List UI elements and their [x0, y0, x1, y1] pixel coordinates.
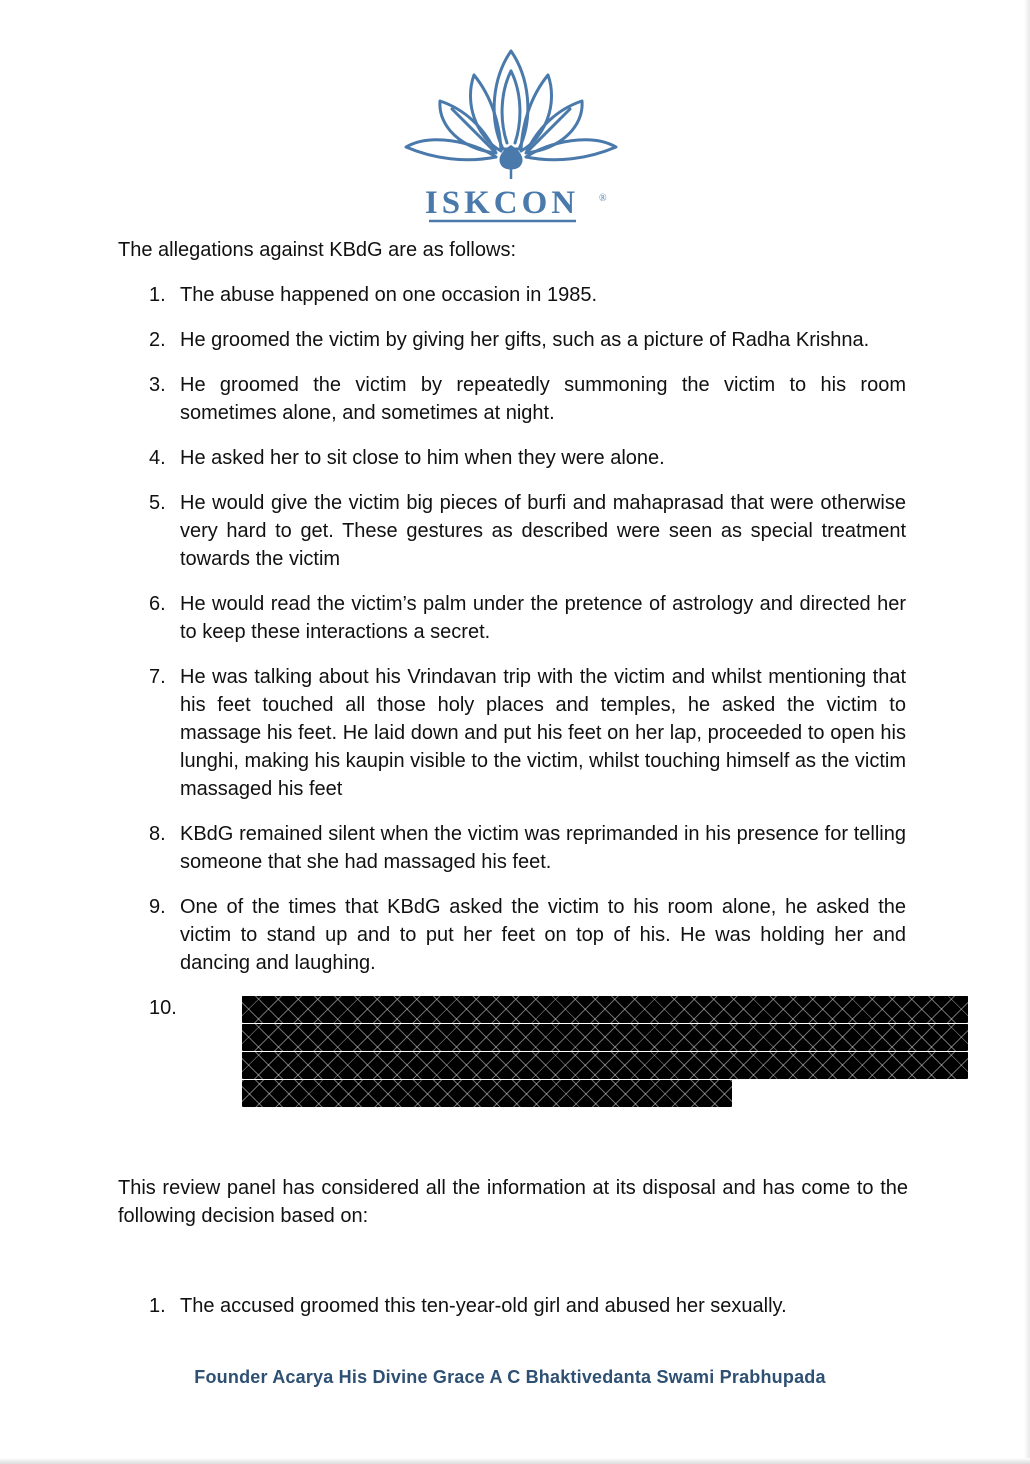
list-item	[118, 444, 906, 472]
item-text: He asked her to sit close to him when they were alone.	[180, 447, 665, 469]
allegations-intro: The allegations against KBdG are as follows:	[118, 239, 516, 261]
item-number: 1.	[149, 284, 166, 306]
redaction-bar	[242, 1024, 968, 1051]
item-number: 7.	[149, 666, 166, 688]
list-item	[118, 590, 906, 646]
list-item	[118, 663, 906, 803]
redaction-bar	[242, 1052, 968, 1079]
list-item	[118, 489, 906, 573]
item-text: The accused groomed this ten-year-old girl and abused her sexually.	[180, 1295, 787, 1317]
redaction-bar	[242, 996, 968, 1023]
item-text: He would read the victim’s palm under the pretence of astrology and directed her to keep these interactions a secret.	[180, 593, 906, 643]
item-text: One of the times that KBdG asked the victim to his room alone, he asked the victim to stand up and to put her feet on top of his. He was holding her and dancing and laughing.	[180, 896, 906, 974]
item-number: 9.	[149, 896, 166, 918]
allegations-list	[118, 281, 906, 1123]
item-number: 4.	[149, 447, 166, 469]
registered-mark: ®	[599, 193, 607, 204]
list-item	[118, 371, 906, 427]
decision-intro: This review panel has considered all the information at its disposal and has come to the following decision based on:	[118, 1177, 908, 1227]
list-item	[118, 893, 906, 977]
list-item	[118, 281, 906, 309]
list-item	[118, 1292, 906, 1320]
item-text: He was talking about his Vrindavan trip with the victim and whilst mentioning that his feet touched all those holy places and temples, he asked the victim to massage his feet. He laid down and put his feet on her lap, proceeded to open his lunghi, making his kaupin visible to the victim, whilst touching himself as the victim massaged his feet	[180, 666, 906, 800]
page-bottom-edge	[0, 1458, 1030, 1464]
page-edge	[1024, 0, 1030, 1464]
item-text: He groomed the victim by giving her gifts, such as a picture of Radha Krishna.	[180, 329, 870, 351]
list-item-redacted	[118, 994, 906, 1106]
item-text: He would give the victim big pieces of burfi and mahaprasad that were otherwise very hard to get. These gestures as described were seen as special treatment towards the victim	[180, 492, 906, 570]
list-item	[118, 820, 906, 876]
redaction-block	[180, 994, 906, 1106]
item-number: 8.	[149, 823, 166, 845]
item-number: 6.	[149, 593, 166, 615]
logo-wordmark: ISKCON	[424, 185, 580, 221]
list-item	[118, 326, 906, 354]
item-number: 5.	[149, 492, 166, 514]
item-number: 3.	[149, 374, 166, 396]
item-text: He groomed the victim by repeatedly summoning the victim to his room sometimes alone, and sometimes at night.	[180, 374, 906, 424]
item-number: 2.	[149, 329, 166, 351]
redaction-bar	[242, 1080, 732, 1107]
decisions-list	[118, 1292, 906, 1337]
item-number: 1.	[149, 1295, 166, 1317]
item-number: 10.	[149, 997, 177, 1019]
iskcon-logo	[400, 45, 622, 227]
footer-founder-line: Founder Acarya His Divine Grace A C Bhaktivedanta Swami Prabhupada	[194, 1367, 826, 1387]
item-text: KBdG remained silent when the victim was reprimanded in his presence for telling someone that she had massaged his feet.	[180, 823, 906, 873]
item-text: The abuse happened on one occasion in 1985.	[180, 284, 598, 306]
